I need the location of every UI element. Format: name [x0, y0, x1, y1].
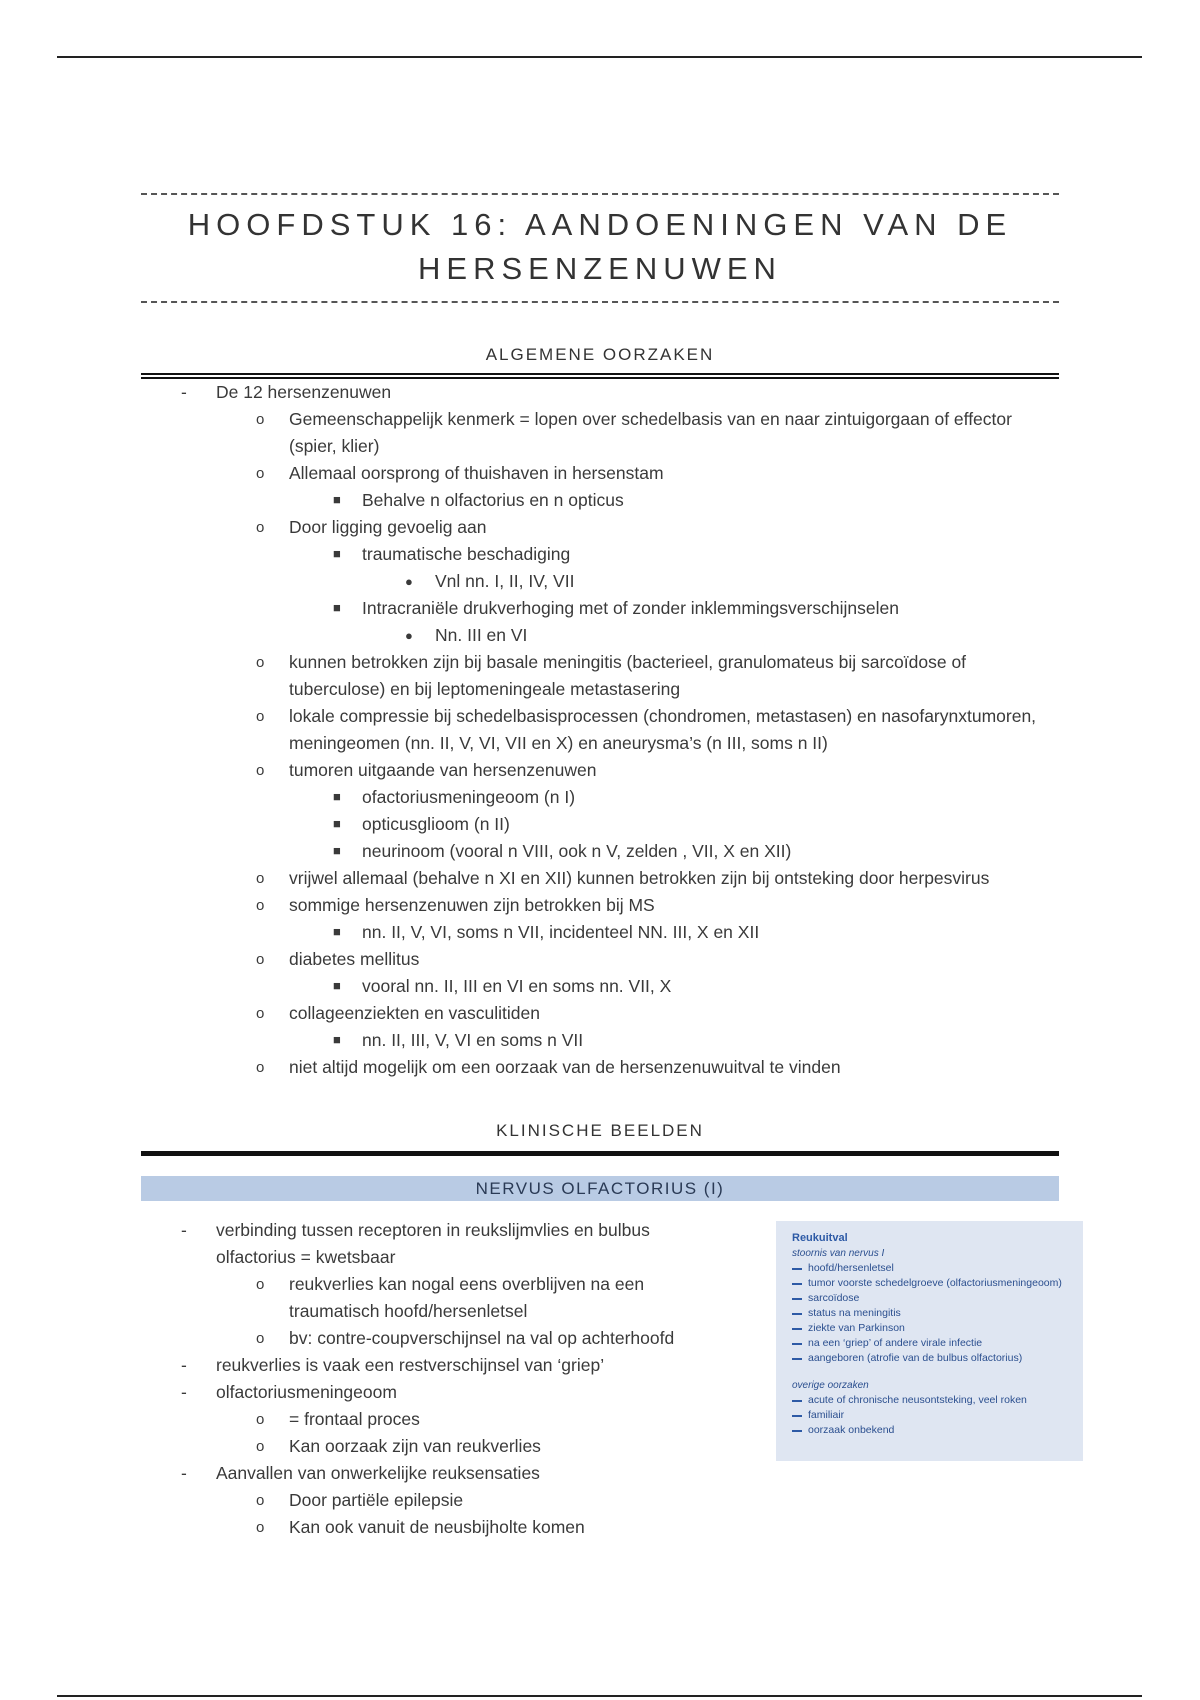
infobox-item: [792, 1306, 1073, 1321]
list-item-text: Kan ook vanuit de neusbijholte komen: [289, 1517, 585, 1537]
infobox-item-text: status na meningitis: [808, 1307, 901, 1319]
list-item: [289, 838, 1059, 865]
bar-bullet: [792, 1283, 802, 1285]
infobox-item: [792, 1408, 1073, 1423]
list-item: [216, 892, 1059, 946]
list-item-text: opticusglioom (n II): [362, 814, 510, 834]
list-item-text: Aanvallen van onwerkelijke reuksensaties: [216, 1463, 540, 1483]
list-item-text: ofactoriusmeningeoom (n I): [362, 787, 576, 807]
chapter-title: [141, 195, 1059, 301]
circle-bullet: o: [256, 1438, 265, 1455]
infobox-item: [792, 1351, 1073, 1366]
circle-bullet: o: [256, 465, 265, 482]
infobox-group-title: overige oorzaken: [792, 1380, 869, 1391]
section-heading-algemene-oorzaken: ALGEMENE OORZAKEN: [485, 345, 715, 364]
circle-bullet: o: [256, 708, 265, 725]
bar-bullet: [792, 1400, 802, 1402]
list-item: [289, 784, 1059, 811]
list-item-text: Door ligging gevoelig aan: [289, 517, 487, 537]
section-thick-rule: [141, 1151, 1059, 1156]
dash-bullet: -: [181, 1382, 187, 1402]
infobox-item: [792, 1321, 1073, 1336]
dash-bullet: -: [181, 1220, 187, 1240]
list-item-text: sommige hersenzenuwen zijn betrokken bij MS: [289, 895, 655, 915]
list-item-text: diabetes mellitus: [289, 949, 420, 969]
circle-bullet: o: [256, 411, 265, 428]
list-item-text: Allemaal oorsprong of thuishaven in hersenstam: [289, 463, 664, 483]
list-item: [216, 1054, 1059, 1081]
list-item-text: reukverlies kan nogal eens overblijven na een traumatisch hoofd/hersenletsel: [289, 1274, 645, 1321]
circle-bullet: o: [256, 1330, 265, 1347]
infobox-item-text: oorzaak onbekend: [808, 1424, 895, 1436]
infobox-item-text: hoofd/hersenletsel: [808, 1262, 894, 1274]
circle-bullet: o: [256, 519, 265, 536]
list-item: [216, 1514, 701, 1541]
list-item-text: traumatische beschadiging: [362, 544, 571, 564]
list-item: [216, 406, 1059, 460]
circle-bullet: o: [256, 1411, 265, 1428]
list-item: [289, 811, 1059, 838]
infobox-item: [792, 1291, 1073, 1306]
list-item: [216, 757, 1059, 865]
circle-bullet: o: [256, 951, 265, 968]
olfactorius-block: [141, 1217, 1062, 1541]
list-item: [362, 568, 1059, 595]
list-item: [216, 514, 1059, 649]
infobox-item: [792, 1393, 1073, 1408]
list-item: [141, 1460, 701, 1541]
list-item-text: neurinoom (vooral n VIII, ook n V, zelden , VII, X en XII): [362, 841, 792, 861]
infobox-item-text: acute of chronische neusontsteking, veel roken: [808, 1394, 1027, 1406]
list-item-text: Intracraniële drukverhoging met of zonder inklemmingsverschijnselen: [362, 598, 899, 618]
list-item: [289, 919, 1059, 946]
bar-bullet: [792, 1268, 802, 1270]
list-item: [216, 703, 1059, 757]
square-bullet: ■: [333, 600, 341, 615]
circle-bullet: o: [256, 1005, 265, 1022]
square-bullet: ■: [333, 843, 341, 858]
list-item-text: olfactoriusmeningeoom: [216, 1382, 397, 1402]
list-item: [289, 595, 1059, 649]
list-item: [216, 649, 1059, 703]
square-bullet: ■: [333, 789, 341, 804]
dot-bullet: ●: [405, 628, 413, 643]
square-bullet: ■: [333, 978, 341, 993]
list-item: [141, 1352, 701, 1379]
chapter-title-line-2: HERSENZENUWEN: [418, 251, 782, 286]
infobox-item: [792, 1276, 1073, 1291]
list-item: [141, 1379, 701, 1460]
infobox-item-text: tumor voorste schedelgroeve (olfactoriusmeningeoom): [808, 1277, 1062, 1289]
list-item-text: = frontaal proces: [289, 1409, 420, 1429]
list-item: [216, 1433, 701, 1460]
list-item-text: De 12 hersenzenuwen: [216, 382, 392, 402]
infobox-item-text: familiair: [808, 1409, 845, 1421]
list-item-text: Door partiële epilepsie: [289, 1490, 464, 1510]
list-item-text: Vnl nn. I, II, IV, VII: [435, 571, 575, 591]
list-item-text: tumoren uitgaande van hersenzenuwen: [289, 760, 597, 780]
list-item: [216, 1271, 701, 1325]
infobox-title: Reukuitval: [792, 1232, 848, 1244]
square-bullet: ■: [333, 492, 341, 507]
bar-bullet: [792, 1313, 802, 1315]
bar-bullet: [792, 1343, 802, 1345]
circle-bullet: o: [256, 762, 265, 779]
square-bullet: ■: [333, 1032, 341, 1047]
infobox-item-text: ziekte van Parkinson: [808, 1322, 905, 1334]
infobox-item-text: aangeboren (atrofie van de bulbus olfactorius): [808, 1352, 1023, 1364]
list-item: [289, 487, 1059, 514]
list-item: [289, 1027, 1059, 1054]
list-item-text: verbinding tussen receptoren in reukslijmvlies en bulbus olfactorius = kwetsbaar: [216, 1220, 650, 1267]
list-item-text: vooral nn. II, III en VI en soms nn. VII, X: [362, 976, 672, 996]
circle-bullet: o: [256, 1519, 265, 1536]
list-item-text: vrijwel allemaal (behalve n XI en XII) kunnen betrokken zijn bij ontsteking door herpesvirus: [289, 868, 990, 888]
list-item-text: bv: contre-coupverschijnsel na val op achterhoofd: [289, 1328, 675, 1348]
list-item-text: niet altijd mogelijk om een oorzaak van de hersenzenuwuitval te vinden: [289, 1057, 841, 1077]
list-item-text: Kan oorzaak zijn van reukverlies: [289, 1436, 541, 1456]
olfactorius-list: [141, 1217, 701, 1541]
circle-bullet: o: [256, 1276, 265, 1293]
infobox-item-text: sarcoïdose: [808, 1292, 860, 1304]
dash-bullet: -: [181, 1355, 187, 1375]
square-bullet: ■: [333, 924, 341, 939]
list-item-text: Nn. III en VI: [435, 625, 528, 645]
bar-bullet: [792, 1298, 802, 1300]
circle-bullet: o: [256, 654, 265, 671]
list-item: [216, 1487, 701, 1514]
list-item-text: lokale compressie bij schedelbasisprocessen (chondromen, metastasen) en nasofarynxtumoren, meningeomen (nn. II, V, VI, VII en X) en aneurysma’s (n III, soms n II): [289, 706, 1037, 753]
list-item: [216, 1000, 1059, 1054]
infobox-item: [792, 1336, 1073, 1351]
reukuitval-infobox: [776, 1221, 1083, 1461]
list-item: [289, 541, 1059, 595]
page-content: [141, 193, 1062, 1541]
circle-bullet: o: [256, 1492, 265, 1509]
bar-bullet: [792, 1358, 802, 1360]
circle-bullet: o: [256, 1059, 265, 1076]
dash-bullet: -: [181, 1463, 187, 1483]
list-item-text: kunnen betrokken zijn bij basale meningitis (bacterieel, granulomateus bij sarcoïdose of tuberculose) en bij leptomeningeale metastasering: [289, 652, 967, 699]
infobox-item-text: na een ‘griep’ of andere virale infectie: [808, 1337, 983, 1349]
bar-bullet: [792, 1430, 802, 1432]
list-item: [141, 1217, 701, 1352]
list-item-text: nn. II, V, VI, soms n VII, incidenteel NN. III, X en XII: [362, 922, 760, 942]
list-item: [362, 622, 1059, 649]
square-bullet: ■: [333, 816, 341, 831]
list-item: [141, 379, 1059, 1081]
bar-bullet: [792, 1328, 802, 1330]
page-top-rule: [57, 56, 1142, 58]
list-item-text: reukverlies is vaak een restverschijnsel van ‘griep’: [216, 1355, 605, 1375]
algemene-oorzaken-list: [141, 379, 1059, 1081]
list-item: [216, 1406, 701, 1433]
subsection-heading-nervus-olfactorius: NERVUS OLFACTORIUS (I): [141, 1176, 1059, 1201]
list-item: [216, 865, 1059, 892]
circle-bullet: o: [256, 870, 265, 887]
infobox-item: [792, 1261, 1073, 1276]
dash-bullet: -: [181, 382, 187, 402]
infobox-subtitle: stoornis van nervus I: [792, 1248, 885, 1259]
list-item: [216, 946, 1059, 1000]
page-bottom-rule: [57, 1695, 1142, 1697]
list-item-text: nn. II, III, V, VI en soms n VII: [362, 1030, 584, 1050]
dot-bullet: ●: [405, 574, 413, 589]
list-item: [216, 460, 1059, 514]
section-heading-klinische-beelden: KLINISCHE BEELDEN: [496, 1121, 704, 1140]
circle-bullet: o: [256, 897, 265, 914]
list-item: [216, 1325, 701, 1352]
bar-bullet: [792, 1415, 802, 1417]
list-item-text: Behalve n olfactorius en n opticus: [362, 490, 624, 510]
infobox-item: [792, 1423, 1073, 1438]
list-item-text: Gemeenschappelijk kenmerk = lopen over schedelbasis van en naar zintuigorgaan of effector (spier, klier): [289, 409, 1012, 456]
square-bullet: ■: [333, 546, 341, 561]
list-item-text: collageenziekten en vasculitiden: [289, 1003, 540, 1023]
chapter-title-line-1: HOOFDSTUK 16: AANDOENINGEN VAN DE: [187, 207, 1013, 242]
list-item: [289, 973, 1059, 1000]
